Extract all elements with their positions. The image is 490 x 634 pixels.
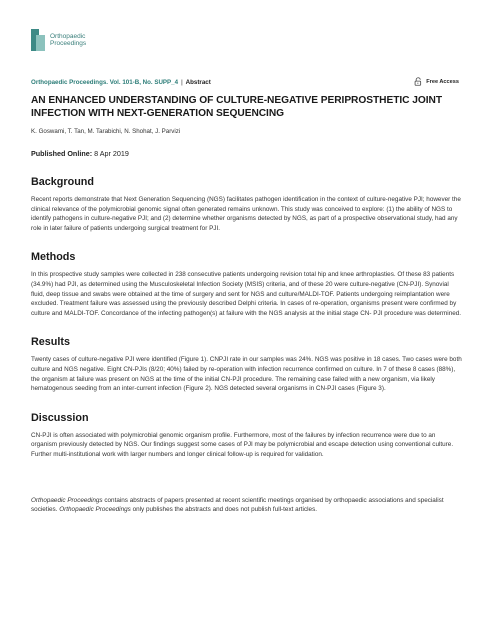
unlocked-padlock-icon (414, 77, 423, 86)
meta-separator: | (181, 79, 183, 86)
journal-logo[interactable] (31, 26, 463, 54)
free-access-badge (414, 77, 459, 86)
footer-text: contains abstracts of papers presented at recent scientific meetings organised by orthopaedic associations and specialist societies. (31, 496, 444, 514)
author-list[interactable]: K. Goswami, T. Tan, M. Tarabichi, N. Shohat, J. Parvizi (31, 128, 181, 135)
journal-citation-link[interactable]: Orthopaedic Proceedings. Vol. 101-B, No. SUPP_4 (31, 79, 179, 86)
section-heading: Results (31, 336, 71, 349)
section-paragraph: Recent reports demonstrate that Next Generation Sequencing (NGS) facilitates pathogen identification in the context of culture-negative PJI; however the clinical relevance of the polymicrobial genomic signal often generated remains unknown. This study was conceived to explore: (1) the ability of NGS to identify pathogens in culture-negative PJI; and (2) determine whether organisms detected by NGS, as part of a prospective observational study, had any role in later failure of patients undergoing surgical treatment for PJI. (31, 196, 461, 232)
footer-journal-name: Orthopaedic Proceedings (59, 506, 131, 514)
footer-journal-name: Orthopaedic Proceedings (31, 496, 103, 504)
footer-text: only publishes the abstracts and does not publish full-text articles. (130, 506, 317, 514)
section-heading: Background (31, 176, 94, 188)
published-label: Published Online: (31, 149, 93, 158)
published-value: 8 Apr 2019 (94, 149, 129, 158)
section-heading: Methods (31, 251, 76, 264)
section-discussion (31, 412, 463, 460)
section-paragraph: Twenty cases of culture-negative PJI were identified (Figure 1). CNPJI rate in our samples was 24%. NGS was positive in 18 cases. Two cases were both culture and NGS negative. Eight CN-PJIs (8/20; 40%) failed by re-operation with infection recurrence confirmed on culture. In 7 of these 8 cases (88%), the organism at failure was present on NGS at the time of the initial CN-PJI procedure. The remaining case failed with a new organism, via likely hematogenous seeding from an inter-current infection (Figure 2). NGS detected several organisms in CN-PJI cases (Figure 3). (31, 356, 462, 393)
section-background (31, 176, 463, 233)
logo-line-2: Proceedings (50, 40, 87, 47)
article-type: Abstract (185, 79, 211, 86)
logo-line-1: Orthopaedic (50, 32, 86, 40)
section-paragraph: CN-PJI is often associated with polymicrobial genomic organism profile. Furthermore, most of the failures by infection recurrence were due to an organism previously detected by NGS. Our findings suggest some cases of PJI may be polymicrobial and escape detection using conventional culture. Further multi-institutional work with larger numbers and longer clinical follow-up is required for validation. (31, 431, 454, 458)
section-paragraph: In this prospective study samples were collected in 238 consecutive patients undergoing revision total hip and knee arthroplasties. Of these 83 patients (34.9%) had PJI, as determined using the Musculoskeletal Infection Society (MSIS) criteria, and of these 20 were culture-negative (CN-PJI). Synovial fluid, deep tissue and swabs were obtained at the time of surgery and sent for NGS and culture/MALDI-TOF. Patients undergoing reimplantation were excluded. Treatment failure was assessed using the previously described Delphi criteria. In cases of re-operation, organisms present were confirmed by culture and MALDI-TOF. Concordance of the infecting pathogen(s) at failure with the NGS analysis at the initial stage CN- PJI procedure was determined. (31, 271, 462, 317)
article-title: AN ENHANCED UNDERSTANDING OF CULTURE-NEGATIVE PERIPROSTHETIC JOINT INFECTION WITH NEXT-GENERATION SEQUENCING (31, 95, 443, 119)
section-heading: Discussion (31, 411, 89, 424)
abstract-page (31, 26, 463, 515)
article-meta (31, 79, 463, 89)
logo-text (50, 33, 86, 48)
footer-note (31, 496, 463, 515)
logo-mark-icon (31, 29, 45, 51)
section-methods (31, 251, 463, 318)
published-date (31, 149, 463, 158)
free-access-label: Free Access (426, 78, 459, 85)
section-results (31, 336, 463, 393)
